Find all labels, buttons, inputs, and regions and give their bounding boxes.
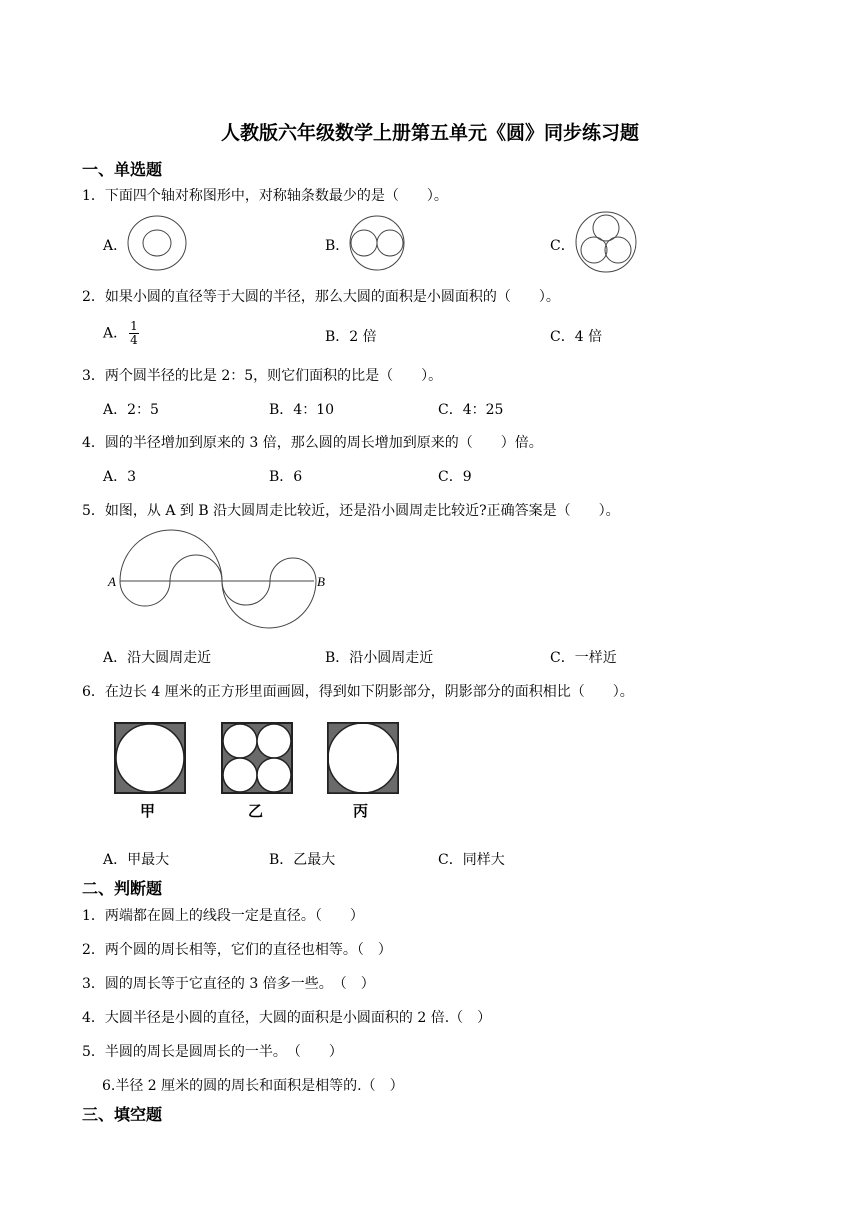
q5-option-c: C．一样近 [550, 650, 617, 666]
question-1-stem: 1．下面四个轴对称图形中，对称轴条数最少的是（ ）。 [82, 188, 448, 204]
question-5-stem: 5．如图，从 A 到 B 沿大圆周走比较近，还是沿小圆周走比较近?正确答案是（ ）。 [82, 503, 620, 519]
q1-option-a-label: A． [103, 238, 128, 254]
question-2-stem: 2．如果小圆的直径等于大圆的半径，那么大圆的面积是小圆面积的（ ）。 [82, 289, 560, 305]
q4-option-b: B．6 [269, 469, 303, 485]
tf-question-5: 5．半圆的周长是圆周长的一半。 （ ） [82, 1044, 343, 1060]
q2-option-a [103, 320, 139, 347]
section-heading-fill-blank: 三、填空题 [82, 1105, 163, 1124]
q1-option-b-label: B． [325, 238, 350, 254]
q3-option-c: C．4：25 [438, 402, 504, 418]
q2-fraction [129, 320, 139, 347]
q1-option-a-figure [126, 214, 188, 272]
label-bing: 丙 [353, 802, 369, 820]
q1-option-b-figure [348, 214, 408, 272]
tf-question-2: 2．两个圆的周长相等，它们的直径也相等。（ ） [82, 942, 392, 958]
q2-option-a-label: A． [103, 325, 128, 342]
point-b-label: B [317, 574, 325, 589]
q3-option-a: A．2：5 [103, 402, 159, 418]
q6-option-b: B．乙最大 [269, 852, 336, 868]
figure-yi [221, 722, 293, 794]
page-title: 人教版六年级数学上册第五单元《圆》同步练习题 [220, 122, 639, 144]
q3-option-b: B．4：10 [269, 402, 335, 418]
q1-option-c-figure [574, 210, 640, 274]
fraction-numerator: 1 [130, 319, 138, 333]
q5-option-b: B．沿小圆周走近 [325, 650, 434, 666]
q4-option-c: C．9 [438, 469, 472, 485]
figure-jia [114, 722, 186, 794]
q4-option-a: A．3 [103, 469, 137, 485]
q5-circles-figure [106, 528, 336, 634]
point-a-label: A [108, 574, 116, 589]
tf-question-1: 1．两端都在圆上的线段一定是直径。（ ） [82, 908, 364, 924]
section-heading-single-choice: 一、单选题 [82, 160, 163, 179]
q6-option-c: C．同样大 [438, 852, 505, 868]
tf-question-3: 3．圆的周长等于它直径的 3 倍多一些。 （ ） [82, 976, 375, 992]
fraction-denominator: 4 [130, 333, 138, 347]
section-heading-true-false: 二、判断题 [82, 879, 163, 898]
q2-option-c: C．4 倍 [550, 329, 603, 345]
tf-question-4: 4．大圆半径是小圆的直径，大圆的面积是小圆面积的 2 倍.（ ） [82, 1010, 492, 1026]
q5-option-a: A．沿大圆周走近 [103, 650, 212, 666]
figure-bing [327, 722, 399, 794]
label-jia: 甲 [140, 802, 156, 820]
question-4-stem: 4．圆的半径增加到原来的 3 倍，那么圆的周长增加到原来的（ ）倍。 [82, 435, 543, 451]
tf-question-6: 6.半径 2 厘米的圆的周长和面积是相等的.（ ） [102, 1078, 404, 1094]
q1-option-c-label: C． [550, 238, 575, 254]
q2-option-b: B．2 倍 [325, 329, 377, 345]
label-yi: 乙 [248, 802, 264, 820]
question-6-stem: 6．在边长 4 厘米的正方形里面画圆，得到如下阴影部分，阴影部分的面积相比（ ）。 [82, 684, 634, 700]
q6-option-a: A．甲最大 [103, 852, 170, 868]
question-3-stem: 3．两个圆半径的比是 2：5，则它们面积的比是（ ）。 [82, 368, 443, 384]
